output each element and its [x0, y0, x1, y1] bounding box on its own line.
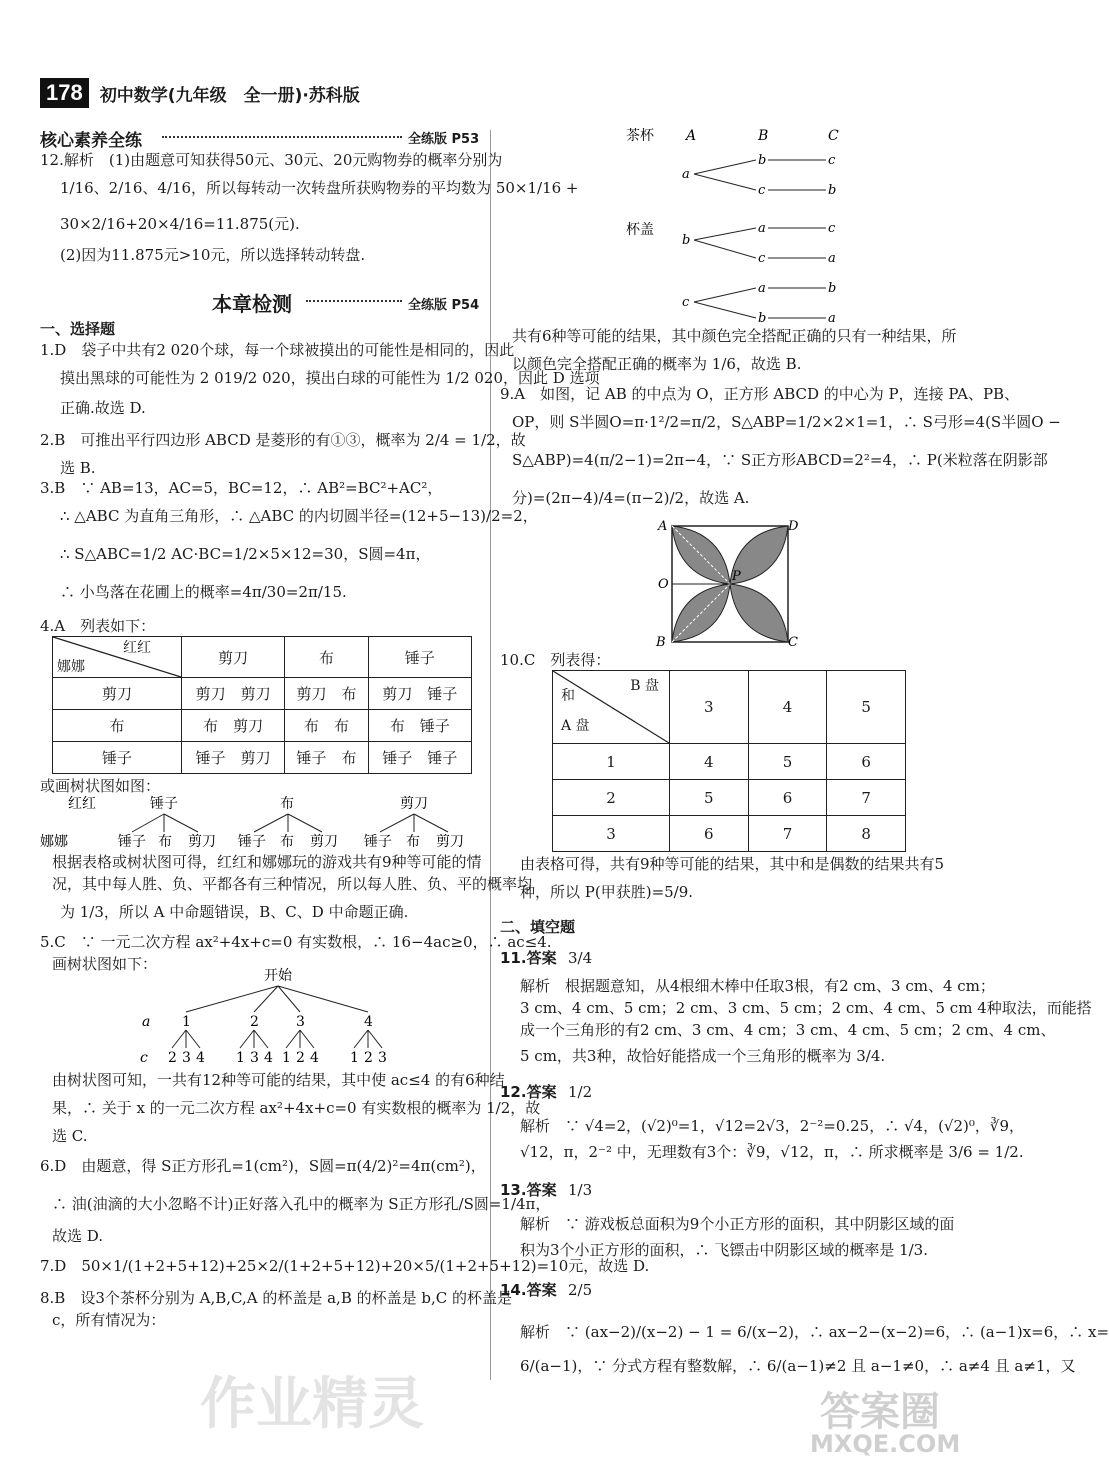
q4-cell: 锤子 锤子: [368, 742, 471, 774]
q4-tree-diagram: [40, 794, 480, 850]
q8-branch: [682, 221, 836, 266]
q5-tree-diagram: [130, 966, 430, 1066]
fig-label-b: B: [656, 635, 666, 650]
node: b: [758, 311, 767, 326]
tree-leaf: 剪刀: [188, 834, 216, 850]
q4-cell: 布 布: [285, 710, 368, 742]
node: c: [758, 183, 766, 198]
q8-branch: [682, 153, 836, 198]
tree-a-val: 4: [364, 1014, 373, 1030]
tree-a-label: a: [142, 1014, 151, 1030]
tree-leaf: 锤子: [238, 834, 266, 850]
q8-branch: [682, 281, 836, 326]
q10-cell: 8: [827, 816, 906, 852]
q10-row-head: 2: [553, 780, 670, 816]
q10-cell: 5: [670, 780, 749, 816]
core-line: 1/16、2/16、4/16，所以每转动一次转盘所获购物券的平均数为 50×1/16 +: [60, 179, 579, 197]
q12-line: 解析 ∵ √4=2，(√2)⁰=1，√12=2√3，2⁻²=0.25，∴ √4，(√2)⁰，∛9，: [520, 1117, 1025, 1135]
fig-label-o: O: [658, 577, 669, 592]
q11-line: 成一个三角形的有2 cm、3 cm、4 cm；3 cm、4 cm、5 cm；2 cm、4 cm、: [520, 1021, 1056, 1039]
tree-top: 剪刀: [400, 796, 428, 812]
q11-answer: 3/4: [568, 949, 593, 967]
dotted-leader: [162, 136, 402, 138]
node: a: [758, 281, 766, 296]
q4-row-head: 剪刀: [53, 678, 182, 710]
q10-cell: 6: [748, 780, 827, 816]
node: c: [828, 153, 836, 168]
tree-label-nana: 娜娜: [40, 834, 68, 850]
q4-table: [52, 636, 472, 774]
q14-ans-label: 14.答案: [500, 1281, 557, 1299]
tree-leaf: 布: [406, 834, 420, 850]
chapter-ref: 全练版 P54: [408, 298, 480, 313]
q4-tree-intro: 或画树状图如图：: [40, 777, 161, 795]
tree-c-val: 1: [236, 1050, 245, 1066]
q4-after: 为 1/3，所以 A 中命题错误，B、C、D 中命题正确.: [60, 903, 409, 921]
q11-line: 解析 根据题意知，从4根细木棒中任取3根，有2 cm、3 cm、4 cm；: [520, 977, 995, 995]
tree-leaf: 布: [280, 834, 294, 850]
q10-col: 5: [827, 671, 906, 744]
section-core-title: 核心素养全练: [40, 131, 142, 151]
fig-label-a: A: [658, 519, 668, 534]
core-ref: 全练版 P53: [408, 132, 480, 147]
q4-intro: 4.A 列表如下：: [40, 617, 156, 635]
tree-label-honghong: 红红: [68, 796, 96, 812]
tree-c-val: 4: [196, 1050, 205, 1066]
q9-line: OP，则 S半圆O=π·1²/2=π/2，S△ABP=1/2×2×1=1，∴ S弓形=4(S半圆O −: [512, 413, 1061, 431]
q10-col: 3: [670, 671, 749, 744]
q10-cell: 4: [670, 744, 749, 780]
tree-top: 锤子: [150, 796, 178, 812]
q1-line: 1.D 袋子中共有2 020个球，每一个球被摸出的可能性是相同的，因此: [40, 341, 515, 359]
q6-line: 故选 D.: [52, 1227, 104, 1245]
node: a: [828, 251, 836, 266]
section-fill: 二、填空题: [500, 918, 576, 936]
tree-a-val: 2: [250, 1014, 259, 1030]
q6-line: ∴ 油(油滴的大小忽略不计)正好落入孔中的概率为 S正方形孔/S圆=1/4π，: [52, 1195, 551, 1213]
cup-label: 茶杯: [626, 128, 654, 144]
core-line: 30×2/16+20×4/16=11.875(元).: [60, 215, 300, 233]
q10-corner-top: B 盘: [630, 678, 659, 694]
q14-answer: 2/5: [568, 1281, 593, 1299]
tree-leaf: 锤子: [118, 834, 146, 850]
q4-col: 布: [285, 637, 368, 678]
q4-header-top: 红红: [123, 640, 151, 656]
tree-leaf: 剪刀: [310, 834, 338, 850]
tree-c-val: 2: [296, 1050, 305, 1066]
q10-cell: 5: [748, 744, 827, 780]
q12-answer: 1/2: [568, 1083, 593, 1101]
q4-cell: 锤子 剪刀: [182, 742, 285, 774]
q10-corner-bot: A 盘: [561, 718, 590, 734]
root: b: [682, 233, 691, 248]
page-header: [40, 78, 360, 112]
q10-after: 由表格可得，共有9种等可能的结果，其中和是偶数的结果共有5: [520, 855, 945, 873]
tree-group-2: [238, 796, 338, 850]
q4-after: 根据表格或树状图可得，红红和娜娜玩的游戏共有9种等可能的情: [52, 853, 482, 871]
q3-line: ∴ S△ABC=1/2 AC·BC=1/2×5×12=30，S圆=4π，: [60, 545, 431, 563]
tree-c-val: 1: [350, 1050, 359, 1066]
tree-start: 开始: [264, 968, 292, 984]
q4-col: 锤子: [368, 637, 471, 678]
tree-leaf: 剪刀: [436, 834, 464, 850]
tree-c-val: 3: [250, 1050, 259, 1066]
tree-leaf: 布: [158, 834, 172, 850]
q4-corner-cell: [53, 637, 182, 678]
q10-cell: 7: [827, 780, 906, 816]
q4-header-left: 娜娜: [57, 659, 85, 675]
fig-label-p: P: [732, 569, 741, 584]
tree-group-3: [364, 796, 464, 850]
q6-line: 6.D 由题意，得 S正方形孔=1(cm²)，S圆=π(4/2)²=4π(cm²)，: [40, 1157, 486, 1175]
node: b: [828, 281, 837, 296]
core-line: 12.解析 (1)由题意可知获得50元、30元、20元购物券的概率分别为: [40, 151, 503, 169]
q3-line: ∴ 小鸟落在花圃上的概率=4π/30=2π/15.: [60, 583, 347, 601]
q1-line: 摸出黑球的可能性为 2 019/2 020，摸出白球的可能性为 1/2 020，因此 D 选项: [60, 369, 600, 387]
q4-cell: 剪刀 剪刀: [182, 678, 285, 710]
q13-ans-label: 13.答案: [500, 1181, 557, 1199]
q4-cell: 布 剪刀: [182, 710, 285, 742]
book-title: 初中数学(九年级 全一册)·苏科版: [99, 85, 360, 106]
chapter-title: 本章检测: [212, 292, 292, 316]
q9-line: 9.A 如图，记 AB 的中点为 O，正方形 ABCD 的中心为 P，连接 PA、PB、: [500, 385, 1020, 403]
tree-a-val: 1: [182, 1014, 191, 1030]
q9-line: S△ABP)=4(π/2−1)=2π−4，∵ S正方形ABCD=2²=4，∴ P(米粒落在阴影部: [512, 451, 1048, 469]
q12-ans-label: 12.答案: [500, 1083, 557, 1101]
q2-line: 选 B.: [60, 459, 96, 477]
q4-row-head: 布: [53, 710, 182, 742]
q11-ans-label: 11.答案: [500, 949, 557, 967]
q8-tree-diagram: [596, 120, 856, 330]
q4-col: 剪刀: [182, 637, 285, 678]
q10-row-head: 1: [553, 744, 670, 780]
q10-intro: 10.C 列表得：: [500, 651, 611, 669]
root: a: [682, 167, 690, 182]
q11-line: 5 cm，共3种，故恰好能搭成一个三角形的概率为 3/4.: [520, 1047, 886, 1065]
q4-cell: 剪刀 布: [285, 678, 368, 710]
tree-c-val: 2: [168, 1050, 177, 1066]
q8-line: 8.B 设3个茶杯分别为 A,B,C,A 的杯盖是 a,B 的杯盖是 b,C 的杯盖是: [40, 1289, 513, 1307]
q13-line: 积为3个小正方形的面积，∴ 飞镖击中阴影区域的概率是 1/3.: [520, 1241, 928, 1259]
node: b: [758, 153, 767, 168]
column-divider: [490, 130, 491, 1380]
q10-corner-mid: 和: [561, 688, 575, 704]
watermark-logo: 作业精灵: [200, 1372, 424, 1437]
q10-cell: 6: [670, 816, 749, 852]
tree-group-1: [118, 796, 216, 850]
q2-line: 2.B 可推出平行四边形 ABCD 是菱形的有①③，概率为 2/4 = 1/2，故: [40, 431, 526, 449]
node: b: [828, 183, 837, 198]
q4-cell: 剪刀 锤子: [368, 678, 471, 710]
q5-line: 画树状图如下：: [52, 955, 158, 973]
q10-cell: 6: [827, 744, 906, 780]
col-head: B: [758, 128, 769, 144]
watermark-answer: 答案圈: [820, 1389, 940, 1435]
q7-line: 7.D 50×1/(1+2+5+12)+25×2/(1+2+5+12)+20×5/(1+2+5+12)=10元，故选 D.: [40, 1257, 650, 1275]
node: c: [758, 251, 766, 266]
q4-cell: 锤子 布: [285, 742, 368, 774]
root: c: [682, 295, 690, 310]
q5-after: 选 C.: [52, 1127, 88, 1145]
page-number: 178: [40, 78, 89, 108]
q8-line: c，所有情况为：: [52, 1311, 166, 1329]
q11-line: 3 cm、4 cm、5 cm；2 cm、3 cm、5 cm；2 cm、4 cm、5 cm 4种取法，而能搭: [520, 999, 1092, 1017]
q10-corner-cell: [553, 671, 670, 744]
q13-line: 解析 ∵ 游戏板总面积为9个小正方形的面积，其中阴影区域的面: [520, 1215, 955, 1233]
tree-c-val: 4: [264, 1050, 273, 1066]
fig-label-c: C: [788, 635, 798, 650]
tree-c-val: 1: [282, 1050, 291, 1066]
q13-answer: 1/3: [568, 1181, 593, 1199]
tree-c-val: 4: [310, 1050, 319, 1066]
col-head: C: [828, 128, 839, 144]
q5-after: 果，∴ 关于 x 的一元二次方程 ax²+4x+c=0 有实数根的概率为 1/2，故: [52, 1099, 541, 1117]
q10-row-head: 3: [553, 816, 670, 852]
tree-c-val: 3: [378, 1050, 387, 1066]
q5-line: 5.C ∵ 一元二次方程 ax²+4x+c=0 有实数根，∴ 16−4ac≥0，∴ ac≤4.: [40, 933, 552, 951]
q1-line: 正确.故选 D.: [60, 399, 146, 417]
q3-line: ∴ △ABC 为直角三角形，∴ △ABC 的内切圆半径=(12+5−13)/2=2，: [60, 507, 538, 525]
q10-after: 种，所以 P(甲获胜)=5/9.: [520, 883, 694, 901]
tree-c-val: 2: [364, 1050, 373, 1066]
q8-after: 共有6种等可能的结果，其中颜色完全搭配正确的只有一种结果，所: [512, 327, 957, 345]
q9-line: 分)=(2π−4)/4=(π−2)/2，故选 A.: [512, 489, 750, 507]
q3-line: 3.B ∵ AB=13，AC=5，BC=12，∴ AB²=BC²+AC²，: [40, 479, 443, 497]
q14-line: 6/(a−1)，∵ 分式方程有整数解，∴ 6/(a−1)≠2 且 a−1≠0，∴ a≠4 且 a≠1，又: [520, 1357, 1076, 1375]
col-head: A: [686, 128, 697, 144]
q14-line: 解析 ∵ (ax−2)/(x−2) − 1 = 6/(x−2)，∴ ax−2−(x−2)=6，∴ (a−1)x=6，∴ x=: [520, 1323, 1109, 1341]
q12-line: √12，π，2⁻² 中，无理数有3个：∛9，√12，π，∴ 所求概率是 3/6 = 1/2.: [520, 1143, 1024, 1161]
q4-row-head: 锤子: [53, 742, 182, 774]
section-choice: 一、选择题: [40, 320, 116, 338]
q4-after: 况，其中每人胜、负、平都各有三种情况，所以每人胜、负、平的概率均: [52, 875, 533, 893]
dotted-leader: [306, 300, 402, 302]
q10-cell: 7: [748, 816, 827, 852]
core-line: (2)因为11.875元>10元，所以选择转动转盘.: [60, 246, 366, 264]
watermark-url: MXQE.COM: [810, 1430, 961, 1458]
q10-table: [552, 670, 906, 852]
q8-after: 以颜色完全搭配正确的概率为 1/6，故选 B.: [512, 355, 802, 373]
tree-leaf: 锤子: [364, 834, 392, 850]
tree-c-label: c: [140, 1050, 148, 1066]
node: a: [828, 311, 836, 326]
q5-after: 由树状图可知，一共有12种等可能的结果，其中使 ac≤4 的有6种结: [52, 1071, 505, 1089]
tree-a-val: 3: [296, 1014, 305, 1030]
tree-c-val: 3: [182, 1050, 191, 1066]
tree-top: 布: [280, 796, 294, 812]
node: a: [758, 221, 766, 236]
lid-label: 杯盖: [626, 222, 654, 238]
node: c: [828, 221, 836, 236]
fig-label-d: D: [788, 519, 799, 534]
q10-col: 4: [748, 671, 827, 744]
q4-cell: 布 锤子: [368, 710, 471, 742]
q9-figure: [650, 516, 800, 650]
